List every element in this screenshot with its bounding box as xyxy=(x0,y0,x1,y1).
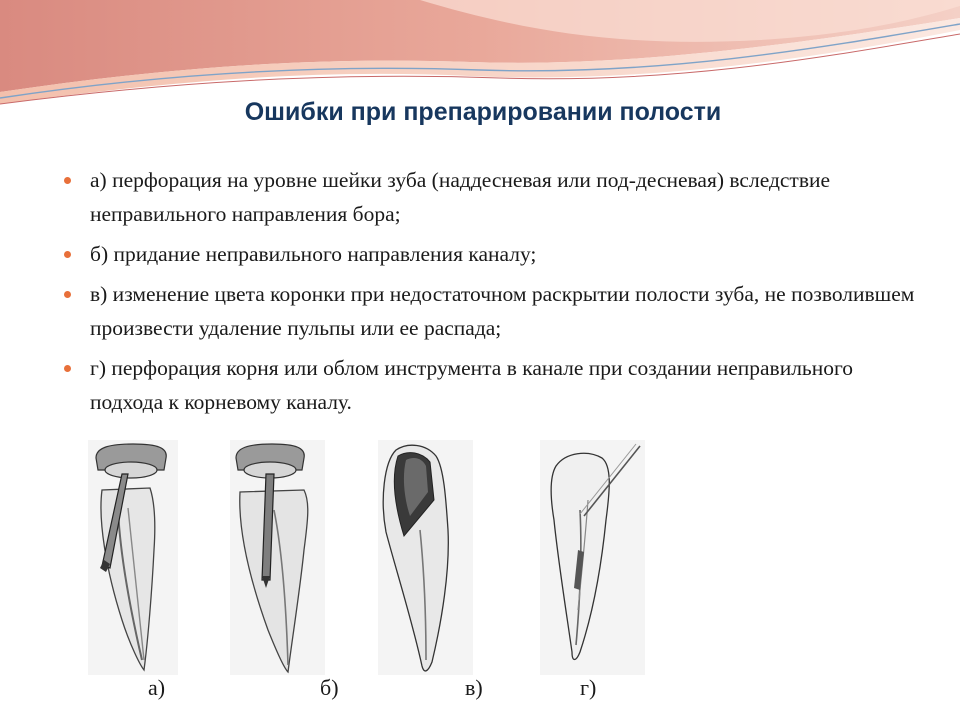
bullet-text: г) перфорация корня или облом инструмента в канале при создании неправильного подхода к корневому каналу. xyxy=(90,356,854,414)
header-wave-decoration xyxy=(0,0,960,110)
bullet-text: а) перфорация на уровне шейки зуба (наддесневая или под-десневая) вследствие неправильного направления бора; xyxy=(90,168,831,226)
bullet-dot-icon xyxy=(64,251,71,258)
figure-label-a: а) xyxy=(148,675,166,700)
list-item xyxy=(62,351,922,419)
tooth-illustration-v xyxy=(378,440,473,675)
list-item xyxy=(62,277,922,345)
bullet-dot-icon xyxy=(64,177,71,184)
slide-title: Ошибки при препарировании полости xyxy=(244,98,722,126)
tooth-illustration-g xyxy=(540,440,645,675)
tooth-illustration-a xyxy=(88,440,178,675)
bullet-dot-icon xyxy=(64,365,71,372)
tooth-illustration-b xyxy=(230,440,325,675)
bullet-list xyxy=(62,163,922,425)
list-item xyxy=(62,163,922,231)
figure-label-b: б) xyxy=(320,675,339,700)
tooth-figures xyxy=(0,435,960,720)
figure-label-g: г) xyxy=(580,675,597,700)
figure-label-v: в) xyxy=(465,675,483,700)
bullet-text: в) изменение цвета коронки при недостаточном раскрытии полости зуба, не позволившем произвести удаление пульпы или ее распада; xyxy=(90,282,915,340)
list-item xyxy=(62,237,922,271)
bullet-text: б) придание неправильного направления каналу; xyxy=(90,242,537,266)
bullet-dot-icon xyxy=(64,291,71,298)
